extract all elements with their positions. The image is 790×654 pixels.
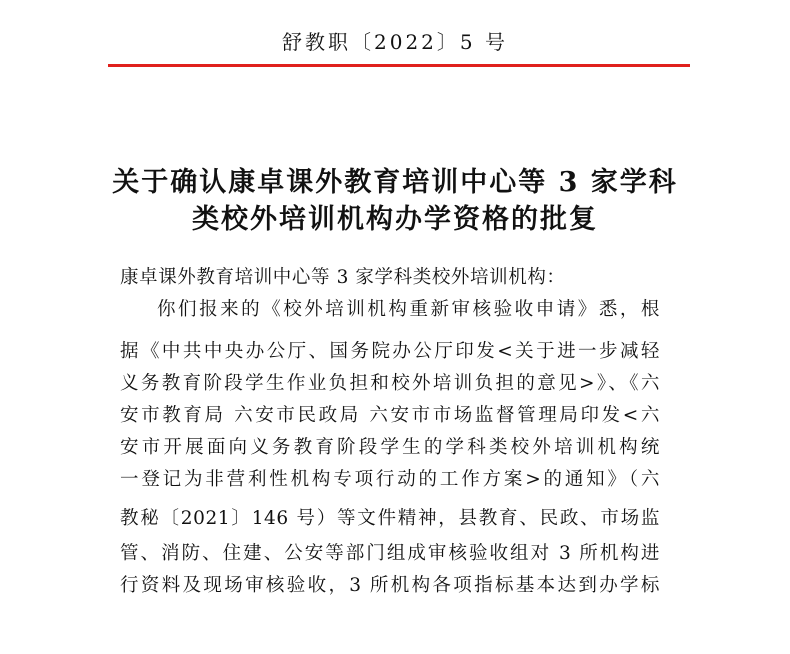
document-title-line-1: 关于确认康卓课外教育培训中心等 3 家学科 [112,167,678,198]
body-line: 管、消防、住建、公安等部门组成审核验收组对 3 所机构进 [120,543,660,564]
salutation: 康卓课外教育培训中心等 3 家学科类校外培训机构： [120,267,566,288]
body-line: 一登记为非营利性机构专项行动的工作方案>的通知》（六 [120,469,660,490]
body-line: 行资料及现场审核验收，3 所机构各项指标基本达到办学标 [120,575,660,596]
body-line: 据《中共中央办公厅、国务院办公厅印发<关于进一步减轻 [120,341,660,362]
body-line: 你们报来的《校外培训机构重新审核验收申请》悉，根 [157,299,660,320]
document-number: 舒教职〔2022〕5 号 [282,30,508,54]
body-line: 安市开展面向义务教育阶段学生的学科类校外培训机构统 [120,437,660,458]
document-title-line-2: 类校外培训机构办学资格的批复 [192,204,598,235]
body-line: 义务教育阶段学生作业负担和校外培训负担的意见>》、《六 [120,373,660,394]
body-line: 安市教育局 六安市民政局 六安市市场监督管理局印发<六 [120,405,660,426]
body-line: 教秘〔2021〕146 号）等文件精神，县教育、民政、市场监 [120,508,660,529]
red-header-rule [108,64,690,67]
